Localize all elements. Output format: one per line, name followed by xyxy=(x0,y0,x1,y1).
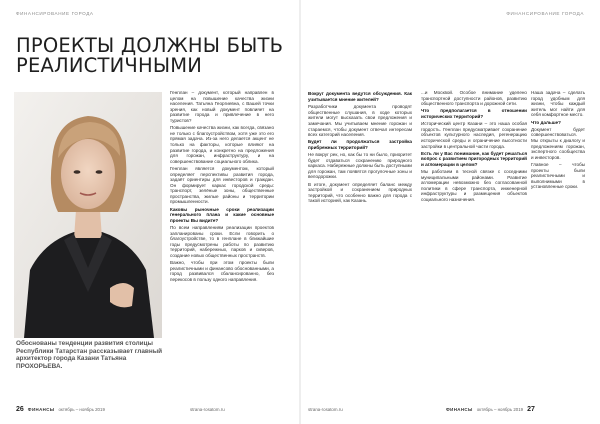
paragraph: Мы работаем в тесной связке с соседними муниципальными районами. Развитие агломерации невозможно без согласованной политики в сфере транспорта, инженерной инфраструктуры и размещения объектов социального назначения. xyxy=(421,169,527,203)
paragraph: Повышение качества жизни, как всегда, связано не только с благоустройством, хотя уже это его прямая задача. Из-за него делается акцент не только на факторы, которые влияют на развитие города, и конкретно на предложения для горожан, инфраструктуру, и на совершенствование социального облика. xyxy=(170,125,274,164)
paragraph: Наша задача – сделать город удобным для жизни, чтобы каждый житель мог найти для себя комфортное место. xyxy=(531,90,585,118)
footer-left xyxy=(16,405,105,413)
issue-date-right: октябрь – ноябрь 2019 xyxy=(476,406,524,412)
portrait-photo-icon xyxy=(14,92,162,338)
photo-caption xyxy=(16,340,164,371)
portrait-photo xyxy=(14,92,162,338)
page-number-right: 27 xyxy=(527,405,535,413)
article-column-4 xyxy=(531,90,585,191)
paragraph: Генплан является документом, который определяет перспективы развития города, задаёт ориентиры для инвесторов и граждан. Он формирует каркас городской среды: транспорт, зелёные зоны, общественные пространства, жилые районы и территории промышленности. xyxy=(170,165,274,205)
question-heading: Что предполагается в отношении исторических территорий? xyxy=(421,108,527,119)
caption-lead: Обоснованы тенденции развития столицы Республики Татарстан xyxy=(16,340,153,355)
paragraph: Важно, чтобы при этом проекты были реалистичными и финансово обоснованными, а город развивался сбалансированно, без перекосов в пользу одного направления. xyxy=(170,260,274,282)
question-heading: Вокруг документа ведутся обсуждения. Как учитывается мнение жителей? xyxy=(308,91,412,102)
paragraph: Исторический центр Казани – это наша особая гордость. Генплан предусматривает сохранение объектов культурного наследия, регенерацию исторической среды и ограничение высотности застройки в центральной части города. xyxy=(421,121,527,149)
site-url-left: strana-rosatom.ru xyxy=(190,406,225,412)
paragraph: Документ будет совершенствоваться. Мы открыты к диалогу и предложениям горожан, экспертного сообщества и инвесторов. xyxy=(531,126,585,160)
paragraph: По всем направлениям реализации проектов запланированы сроки. Если говорить о благоустройстве, то в генплане в ближайшие годы предусмотрены работы по развитию территорий, набережных, парков и скверов, создание новых общественных пространств. xyxy=(170,225,274,258)
footer-right xyxy=(446,405,535,413)
paragraph: Генплан – документ, который направлен в целом на повышение качества жизни населения. Татьяна Георгиевна, с Вашей точки зрения, как новый документ повлияет на развитие города и привлечение в него туристов? xyxy=(170,90,274,123)
magazine-name-left: ФИНАНСЫ xyxy=(27,406,55,412)
site-url-right: strana-rosatom.ru xyxy=(308,406,343,412)
magazine-name-right: ФИНАНСЫ xyxy=(446,406,473,412)
footer-site-left xyxy=(190,405,225,413)
paragraph: В итоге, документ определяет баланс между застройкой и сохранением природных территорий, что особенно важно для города с такой историей, как Казань. xyxy=(308,181,412,204)
caption-rest: рассказывает главный архитектор города Казани Татьяна ПРОХОРЬЕВА. xyxy=(16,347,163,371)
section-label-right: ФИНАНСИРОВАНИЕ ГОРОДА xyxy=(506,11,584,16)
section-label-left: ФИНАНСИРОВАНИЕ ГОРОДА xyxy=(16,11,94,16)
paragraph: ...и Москвой. Особое внимание уделено транспортной доступности районов, развитию общественного транспорта и дорожной сети. xyxy=(421,90,527,107)
paragraph: Главное – чтобы проекты были реалистичными и выполнимыми в установленные сроки. xyxy=(531,161,585,190)
question-heading: Будет ли продолжаться застройка прибрежных территорий? xyxy=(308,139,412,150)
question-heading: Каковы рыночные сроки реализации генерального плана и какие основные проекты Вы видите? xyxy=(170,206,274,223)
page-gutter xyxy=(299,0,301,424)
page-title: ПРОЕКТЫ ДОЛЖНЫ БЫТЬ РЕАЛИСТИЧНЫМИ xyxy=(16,34,284,77)
page-number-left: 26 xyxy=(16,405,24,413)
article-column-1 xyxy=(170,90,274,284)
paragraph: Разработчики документа проводят общественные слушания, в ходе которых жители могут высказать свои предложения и замечания. Мы учитываем мнение горожан и стараемся, чтобы документ отвечал интересам всех категорий населения. xyxy=(308,104,412,138)
article-column-2 xyxy=(308,90,412,206)
footer-site-right xyxy=(308,405,343,413)
question-heading: Есть ли у Вас понимание, как будет решаться вопрос с развитием пригородных территорий и агломерации в целом? xyxy=(421,150,527,167)
paragraph: Не вокруг рек, но, как бы то ни было, приоритет будет отдаваться сохранению природного каркаса. Набережные должны быть доступными для горожан, там появятся прогулочные зоны и велодорожки. xyxy=(308,152,412,180)
question-heading: Что дальше? xyxy=(531,119,561,125)
issue-date-left: октябрь – ноябрь 2019 xyxy=(58,406,105,412)
article-column-3 xyxy=(421,90,527,204)
